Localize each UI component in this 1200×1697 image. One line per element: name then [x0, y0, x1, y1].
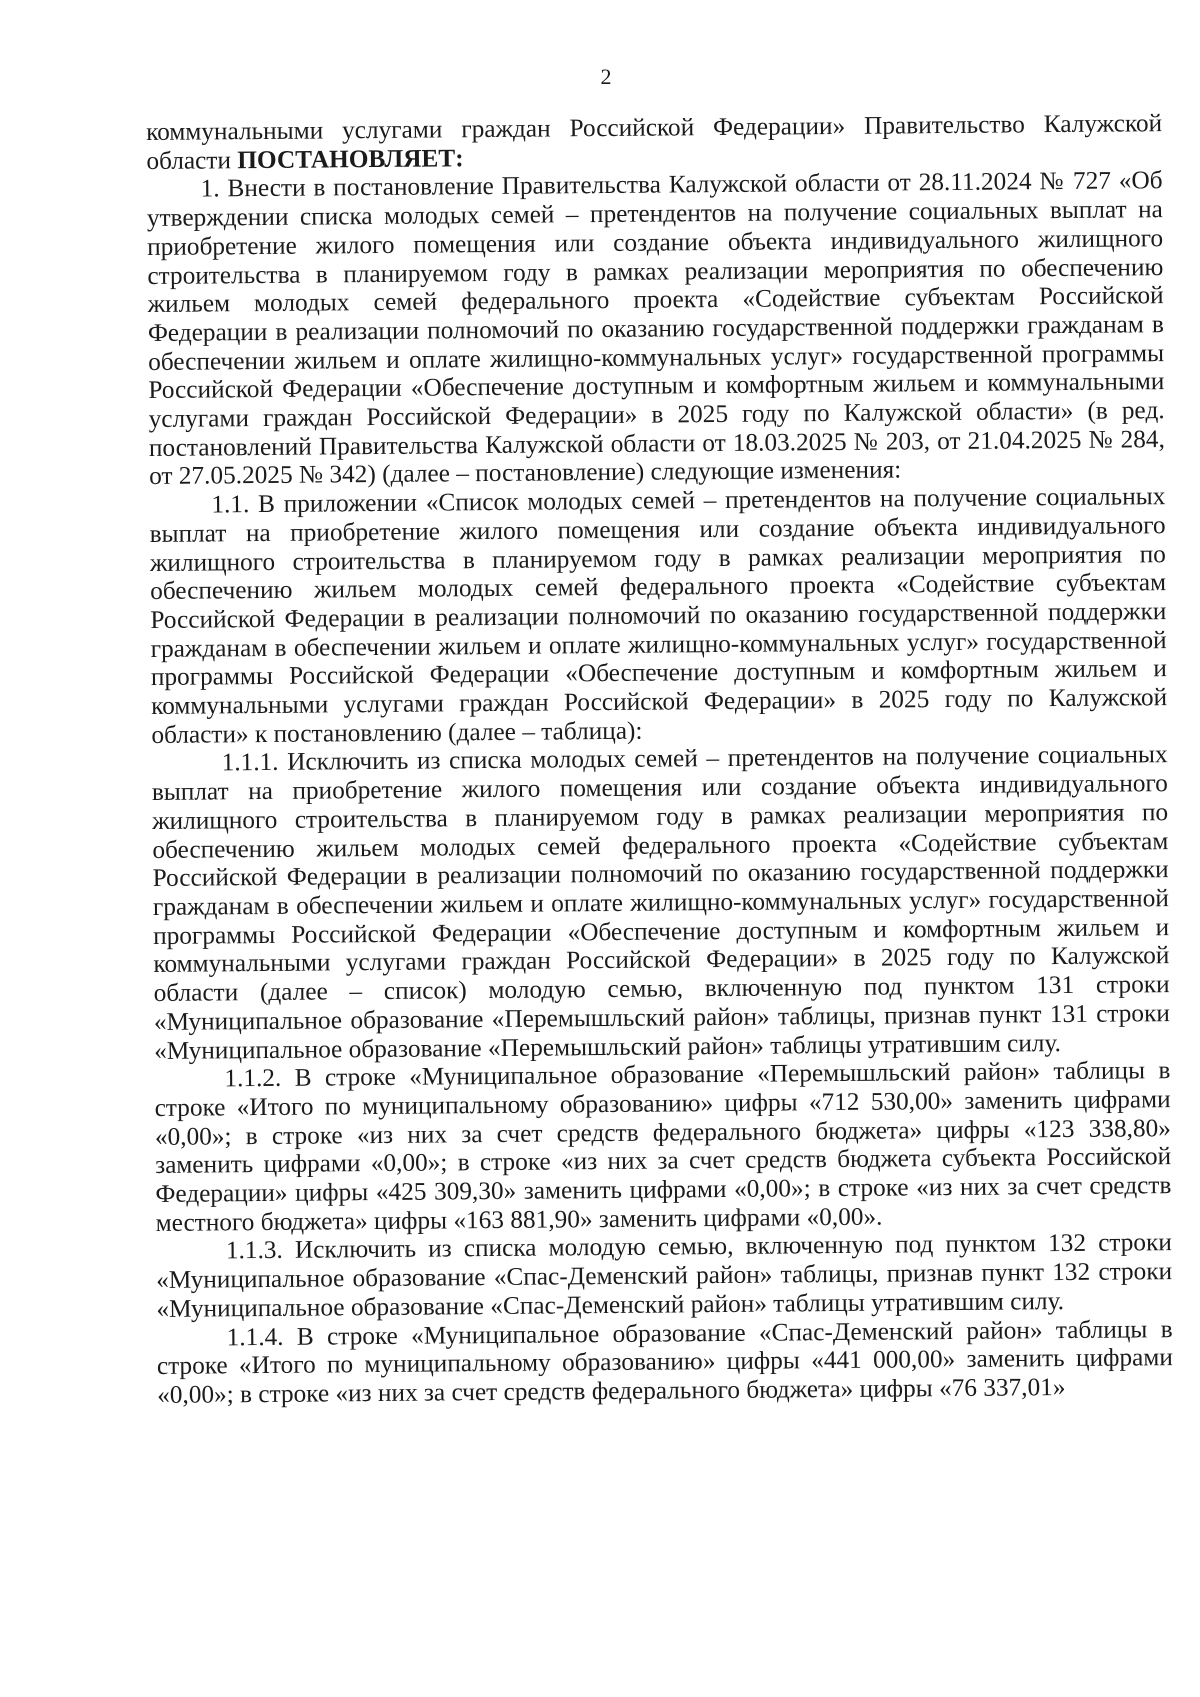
paragraph-item-1-1: 1.1. В приложении «Список молодых семей – претендентов на получение социальных выплат на приобретение жилого помещения или создание объекта индивидуального жилищного строительства в планируемом году в рамках реализации мероприятия по обеспечению жильем молодых семей федерального проекта «Содействие субъектам Российской Федерации в реализации полномочий по оказанию государственной поддержки гражданам в обеспечении жильем и оплате жилищно-коммунальных услуг» государственной программы Российской Федерации «Обеспечение доступным и комфортным жильем и коммунальными услугами граждан Российской Федерации» в 2025 году по Калужской области» к постановлению (далее – таблица):	[149, 482, 1168, 749]
paragraph-item-1: 1. Внести в постановление Правительства Калужской области от 28.11.2024 № 727 «Об утверждении списка молодых семей – претендентов на получение социальных выплат на приобретение жилого помещения или создание объекта индивидуального жилищного строительства в планируемом году в рамках реализации мероприятия по обеспечению жильем молодых семей федерального проекта «Содействие субъектам Российской Федерации в реализации полномочий по оказанию государственной поддержки гражданам в обеспечении жильем и оплате жилищно-коммунальных услуг» государственной программы Российской Федерации «Обеспечение доступным и комфортным жильем и коммунальными услугами граждан Российской Федерации» в 2025 году по Калужской области» (в ред. постановлений Правительства Калужской области от 18.03.2025 № 203, от 21.04.2025 № 284, от 27.05.2025 № 342) (далее – постановление) следующие изменения:	[146, 166, 1165, 491]
paragraph-resolution-intro	[146, 109, 1162, 175]
document-body	[146, 109, 1173, 1409]
paragraph-item-1-1-1: 1.1.1. Исключить из списка молодых семей – претендентов на получение социальных выплат на приобретение жилого помещения или создание объекта индивидуального жилищного строительства в планируемом году в рамках реализации мероприятия по обеспечению жильем молодых семей федерального проекта «Содействие субъектам Российской Федерации в реализации полномочий по оказанию государственной поддержки гражданам в обеспечении жильем и оплате жилищно-коммунальных услуг» государственной программы Российской Федерации «Обеспечение доступным и комфортным жильем и коммунальными услугами граждан Российской Федерации» в 2025 году по Калужской области (далее – список) молодую семью, включенную под пунктом 131 строки «Муниципальное образование «Перемышльский район» таблицы, признав пункт 131 строки «Муниципальное образование «Перемышльский район» таблицы утратившим силу.	[151, 740, 1170, 1065]
paragraph-item-1-1-4: 1.1.4. В строке «Муниципальное образование «Спас-Деменский район» таблицы в строке «Итого по муниципальному образованию» цифры «441 000,00» заменить цифрами «0,00»; в строке «из них за счет средств федерального бюджета» цифры «76 337,01»	[156, 1314, 1173, 1409]
paragraph-item-1-1-2: 1.1.2. В строке «Муниципальное образование «Перемышльский район» таблицы в строке «Итого по муниципальному образованию» цифры «712 530,00» заменить цифрами «0,00»; в строке «из них за счет средств федерального бюджета» цифры «123 338,80» заменить цифрами «0,00»; в строке «из них за счет средств бюджета субъекта Российской Федерации» цифры «425 309,30» заменить цифрами «0,00»; в строке «из них за счет средств местного бюджета» цифры «163 881,90» заменить цифрами «0,00».	[154, 1056, 1172, 1237]
paragraph-item-1-1-3: 1.1.3. Исключить из списка молодую семью, включенную под пунктом 132 строки «Муниципальное образование «Спас-Деменский район» таблицы, признав пункт 132 строки «Муниципальное образование «Спас-Деменский район» таблицы утратившим силу.	[156, 1228, 1173, 1323]
resolves-heading: ПОСТАНОВЛЯЕТ:	[237, 143, 464, 174]
page-number: 2	[600, 64, 612, 89]
intro-text: коммунальными услугами граждан Российской Федерации» Правительство Калужской области	[146, 109, 1163, 175]
